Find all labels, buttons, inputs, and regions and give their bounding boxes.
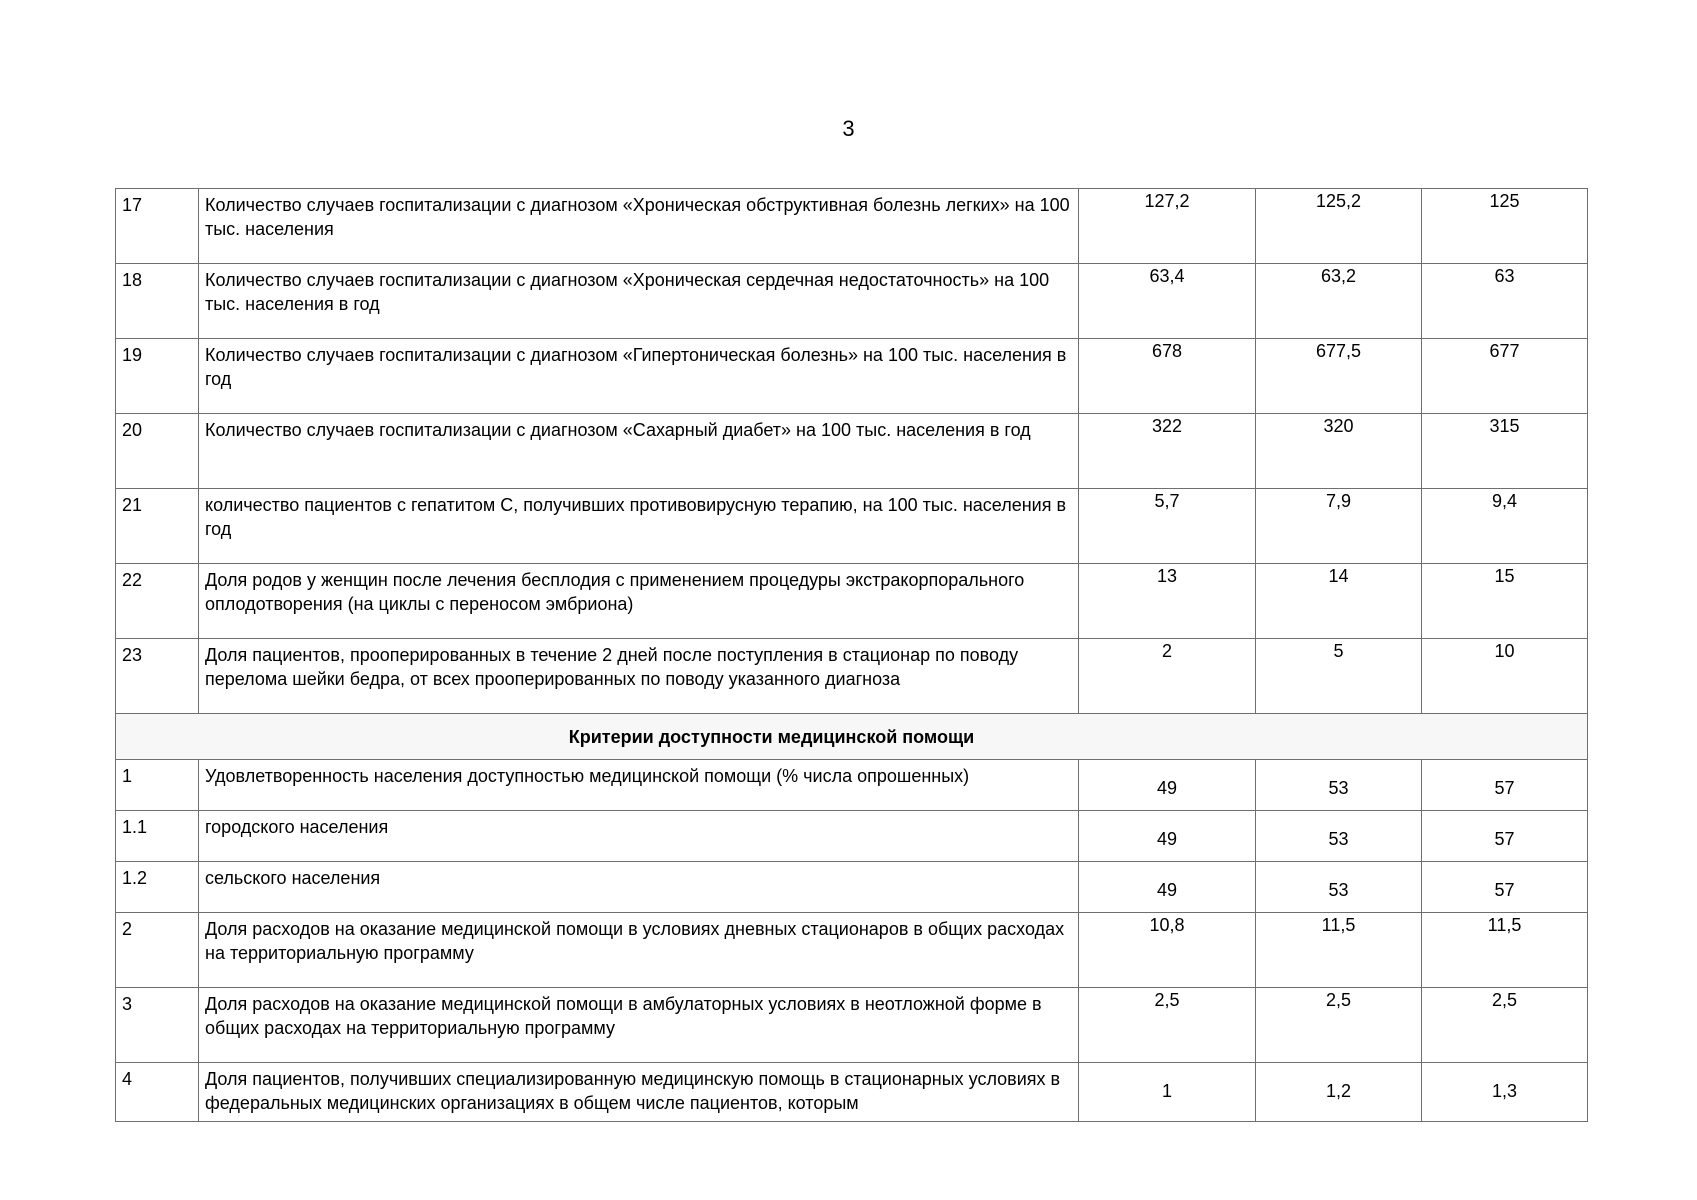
- row-value-3: 15: [1422, 564, 1588, 639]
- row-value-3: 57: [1422, 862, 1588, 913]
- row-number: 1.2: [116, 862, 199, 913]
- row-value-2: 14: [1256, 564, 1422, 639]
- row-number: 18: [116, 264, 199, 339]
- row-indicator: Доля пациентов, получивших специализированную медицинскую помощь в стационарных условиях в федеральных медицинских организациях в общем числе пациентов, которым: [199, 1063, 1079, 1122]
- row-value-3: 2,5: [1422, 988, 1588, 1063]
- row-value-2: 53: [1256, 811, 1422, 862]
- row-value-1: 2: [1079, 639, 1256, 714]
- row-value-3: 63: [1422, 264, 1588, 339]
- row-value-3: 57: [1422, 811, 1588, 862]
- row-value-2: 677,5: [1256, 339, 1422, 414]
- row-value-3: 11,5: [1422, 913, 1588, 988]
- row-indicator: количество пациентов с гепатитом С, получивших противовирусную терапию, на 100 тыс. населения в год: [199, 489, 1079, 564]
- table-row: [116, 639, 1588, 714]
- table-row: [116, 760, 1588, 811]
- row-indicator: сельского населения: [199, 862, 1079, 913]
- row-indicator: Количество случаев госпитализации с диагнозом «Сахарный диабет» на 100 тыс. населения в год: [199, 414, 1079, 489]
- row-number: 23: [116, 639, 199, 714]
- row-number: 1: [116, 760, 199, 811]
- row-value-1: 13: [1079, 564, 1256, 639]
- table-row: [116, 988, 1588, 1063]
- table-row: [116, 811, 1588, 862]
- row-value-1: 322: [1079, 414, 1256, 489]
- table-row: [116, 414, 1588, 489]
- row-indicator: Доля расходов на оказание медицинской помощи в амбулаторных условиях в неотложной форме в общих расходах на территориальную программу: [199, 988, 1079, 1063]
- row-value-1: 10,8: [1079, 913, 1256, 988]
- table-row: [116, 339, 1588, 414]
- row-value-3: 315: [1422, 414, 1588, 489]
- table-row: [116, 913, 1588, 988]
- row-value-3: 57: [1422, 760, 1588, 811]
- row-value-3: 10: [1422, 639, 1588, 714]
- section-header-row: [116, 714, 1588, 760]
- row-indicator: Доля расходов на оказание медицинской помощи в условиях дневных стационаров в общих расходах на территориальную программу: [199, 913, 1079, 988]
- row-number: 17: [116, 189, 199, 264]
- table-row: [116, 189, 1588, 264]
- row-value-1: 49: [1079, 760, 1256, 811]
- table-row: [116, 264, 1588, 339]
- row-indicator: Доля родов у женщин после лечения бесплодия с применением процедуры экстракорпорального оплодотворения (на циклы с переносом эмбриона): [199, 564, 1079, 639]
- row-indicator: Количество случаев госпитализации с диагнозом «Хроническая обструктивная болезнь легких» на 100 тыс. населения: [199, 189, 1079, 264]
- row-value-2: 11,5: [1256, 913, 1422, 988]
- row-value-3: 1,3: [1422, 1063, 1588, 1122]
- row-indicator: Количество случаев госпитализации с диагнозом «Хроническая сердечная недостаточность» на 100 тыс. населения в год: [199, 264, 1079, 339]
- row-value-2: 320: [1256, 414, 1422, 489]
- row-value-2: 53: [1256, 760, 1422, 811]
- row-indicator: Количество случаев госпитализации с диагнозом «Гипертоническая болезнь» на 100 тыс. населения в год: [199, 339, 1079, 414]
- row-value-1: 2,5: [1079, 988, 1256, 1063]
- row-value-2: 63,2: [1256, 264, 1422, 339]
- row-number: 4: [116, 1063, 199, 1122]
- row-value-1: 63,4: [1079, 264, 1256, 339]
- row-value-2: 53: [1256, 862, 1422, 913]
- row-value-2: 2,5: [1256, 988, 1422, 1063]
- row-number: 22: [116, 564, 199, 639]
- row-number: 20: [116, 414, 199, 489]
- row-indicator: Доля пациентов, прооперированных в течение 2 дней после поступления в стационар по поводу перелома шейки бедра, от всех прооперированных по поводу указанного диагноза: [199, 639, 1079, 714]
- row-value-3: 677: [1422, 339, 1588, 414]
- table-row: [116, 1063, 1588, 1122]
- row-number: 19: [116, 339, 199, 414]
- row-value-3: 9,4: [1422, 489, 1588, 564]
- table-row: [116, 489, 1588, 564]
- row-value-3: 125: [1422, 189, 1588, 264]
- row-value-2: 1,2: [1256, 1063, 1422, 1122]
- row-value-1: 49: [1079, 811, 1256, 862]
- row-value-1: 1: [1079, 1063, 1256, 1122]
- section-header: [116, 714, 1588, 760]
- row-value-1: 5,7: [1079, 489, 1256, 564]
- row-number: 21: [116, 489, 199, 564]
- row-number: 2: [116, 913, 199, 988]
- row-value-1: 49: [1079, 862, 1256, 913]
- row-value-2: 7,9: [1256, 489, 1422, 564]
- table-row: [116, 564, 1588, 639]
- row-number: 1.1: [116, 811, 199, 862]
- table-row: [116, 862, 1588, 913]
- page-number: 3: [842, 116, 855, 141]
- section-title: Критерии доступности медицинской помощи: [568, 726, 975, 747]
- row-indicator: городского населения: [199, 811, 1079, 862]
- criteria-table: [115, 188, 1588, 1122]
- row-value-2: 125,2: [1256, 189, 1422, 264]
- row-value-2: 5: [1256, 639, 1422, 714]
- row-value-1: 678: [1079, 339, 1256, 414]
- row-number: 3: [116, 988, 199, 1063]
- row-indicator: Удовлетворенность населения доступностью медицинской помощи (% числа опрошенных): [199, 760, 1079, 811]
- row-value-1: 127,2: [1079, 189, 1256, 264]
